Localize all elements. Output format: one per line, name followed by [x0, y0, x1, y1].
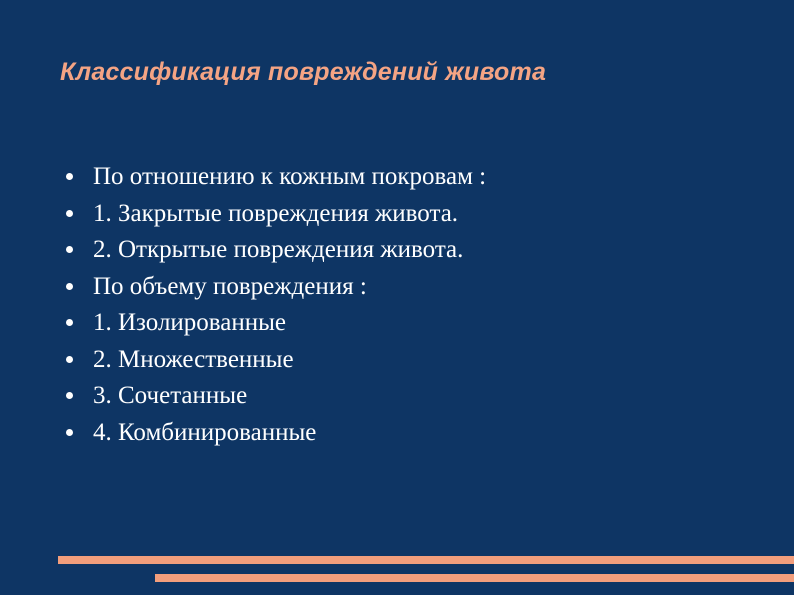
list-item — [66, 196, 486, 233]
accent-bar-top — [58, 556, 794, 564]
bullet-dot-icon — [66, 210, 73, 217]
accent-bar-bottom — [155, 574, 794, 582]
slide-title: Классификация повреждений живота — [60, 58, 547, 86]
list-item — [66, 232, 486, 269]
list-item — [66, 305, 486, 342]
bullet-dot-icon — [66, 356, 73, 363]
list-item — [66, 415, 486, 452]
list-item-text: 4. Комбинированные — [93, 418, 317, 446]
list-item-text: 3. Сочетанные — [93, 382, 248, 409]
list-item — [66, 269, 486, 306]
list-item — [66, 159, 486, 196]
bullet-dot-icon — [66, 246, 73, 253]
bullet-dot-icon — [66, 283, 73, 290]
list-item-text: 1. Закрытые повреждения живота. — [93, 199, 459, 227]
bullet-dot-icon — [66, 429, 73, 436]
list-item — [66, 378, 486, 415]
list-item-text: По объему повреждения : — [93, 272, 367, 300]
bullet-list — [66, 159, 486, 451]
bullet-dot-icon — [66, 392, 73, 399]
bullet-dot-icon — [66, 173, 73, 180]
bullet-dot-icon — [66, 319, 73, 326]
list-item-text: По отношению к кожным покровам : — [93, 163, 487, 190]
list-item — [66, 342, 486, 379]
list-item-text: 2. Открытые повреждения живота. — [93, 236, 464, 263]
list-item-text: 2. Множественные — [93, 345, 294, 373]
list-item-text: 1. Изолированные — [93, 309, 287, 336]
